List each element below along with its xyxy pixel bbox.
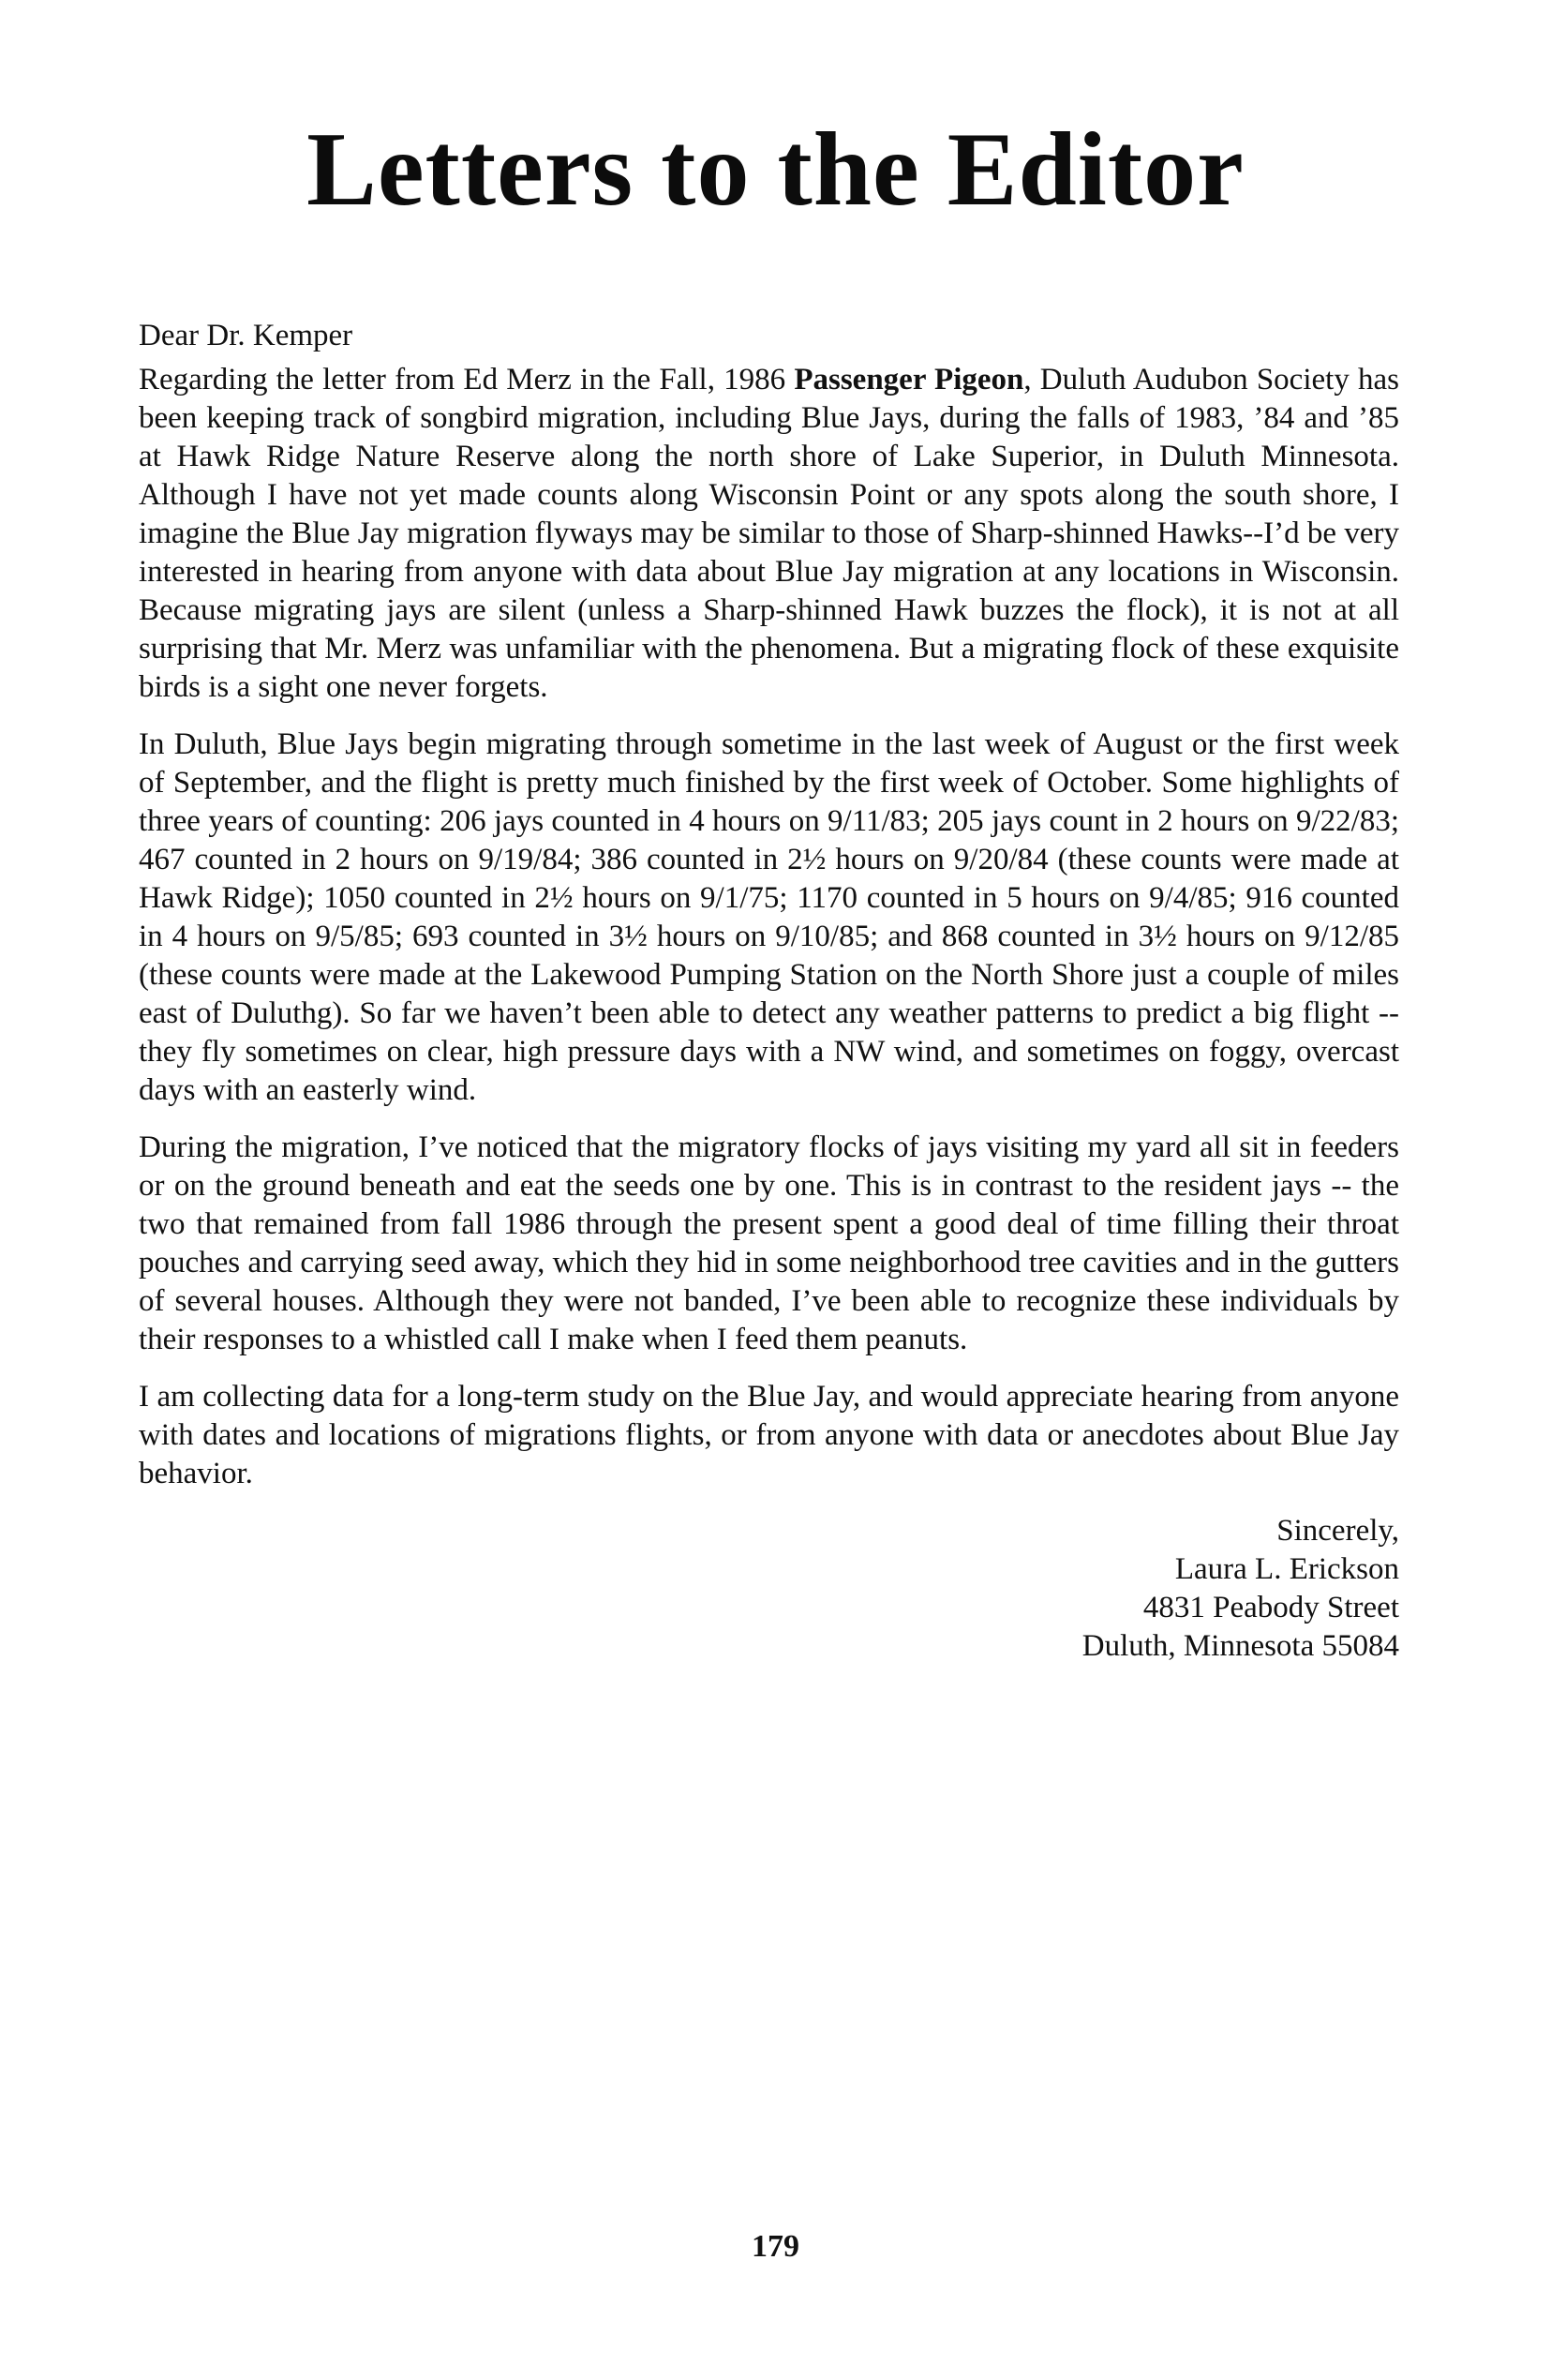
paragraph-3: During the migration, I’ve noticed that the migratory flocks of jays visiting my yard all sit in feeders or on the ground beneath and eat the seeds one by one. This is in contrast to the resident jays -- the two that remained from fall 1986 through the present spent a good deal of time filling their throat pouches and carrying seed away, which they hid in some neighborhood tree cavities and in the gutters of several houses. Although they were not banded, I’ve been able to recognize these individuals by their responses to a whistled call I make when I feed them peanuts.	[139, 1130, 1399, 1356]
paragraph-4: I am collecting data for a long-term study on the Blue Jay, and would appreciate hearing from anyone with dates and locations of migrations flights, or from anyone with data or anecdotes about Blue Jay behavior.	[139, 1380, 1399, 1490]
signature-city: Duluth, Minnesota 55084	[1081, 1629, 1399, 1663]
signature-closing: Sincerely,	[1276, 1514, 1399, 1548]
salutation: Dear Dr. Kemper	[139, 319, 353, 352]
signature-street: 4831 Peabody Street	[1142, 1591, 1399, 1624]
page-number: 179	[752, 2229, 799, 2264]
page-title: Letters to the Editor	[306, 112, 1245, 228]
journal-name: Passenger Pigeon	[794, 363, 1024, 397]
paragraph-2: In Duluth, Blue Jays begin migrating through sometime in the last week of August or the first week of September, and the flight is pretty much finished by the first week of October. Some highlights of three years of counting: 206 jays counted in 4 hours on 9/11/83; 205 jays count in 2 hours on 9/22/83; 467 counted in 2 hours on 9/19/84; 386 counted in 2½ hours on 9/20/84 (these counts were made at Hawk Ridge); 1050 counted in 2½ hours on 9/1/75; 1170 counted in 5 hours on 9/4/85; 916 counted in 4 hours on 9/5/85; 693 counted in 3½ hours on 9/10/85; and 868 counted in 3½ hours on 9/12/85 (these counts were made at the Lakewood Pumping Station on the North Shore just a couple of miles east of Duluthg). So far we haven’t been able to detect any weather patterns to predict a big flight -- they fly sometimes on clear, high pressure days with a NW wind, and sometimes on foggy, overcast days with an easterly wind.	[139, 727, 1399, 1107]
paragraph-1-text-after: , Duluth Audubon Society has been keeping track of songbird migration, including Blue Jays, during the falls of 1983, ’84 and ’85 at Hawk Ridge Nature Reserve along the north shore of Lake Superior, in Duluth Minnesota. Although I have not yet made counts along Wisconsin Point or any spots along the south shore, I imagine the Blue Jay migration flyways may be similar to those of Sharp-shinned Hawks--I’d be very interested in hearing from anyone with data about Blue Jay migration at any locations in Wisconsin. Because migrating jays are silent (unless a Sharp-shinned Hawk buzzes the flock), it is not at all surprising that Mr. Merz was unfamiliar with the phenomena. But a migrating flock of these exquisite birds is a sight one never forgets.	[139, 363, 1399, 704]
signature-block	[139, 1512, 1399, 1666]
signature-name: Laura L. Erickson	[1174, 1552, 1399, 1586]
paragraph-1	[139, 361, 1399, 707]
paragraph-1-text-before: Regarding the letter from Ed Merz in the Fall, 1986	[139, 363, 795, 397]
letter-body	[139, 317, 1399, 1666]
